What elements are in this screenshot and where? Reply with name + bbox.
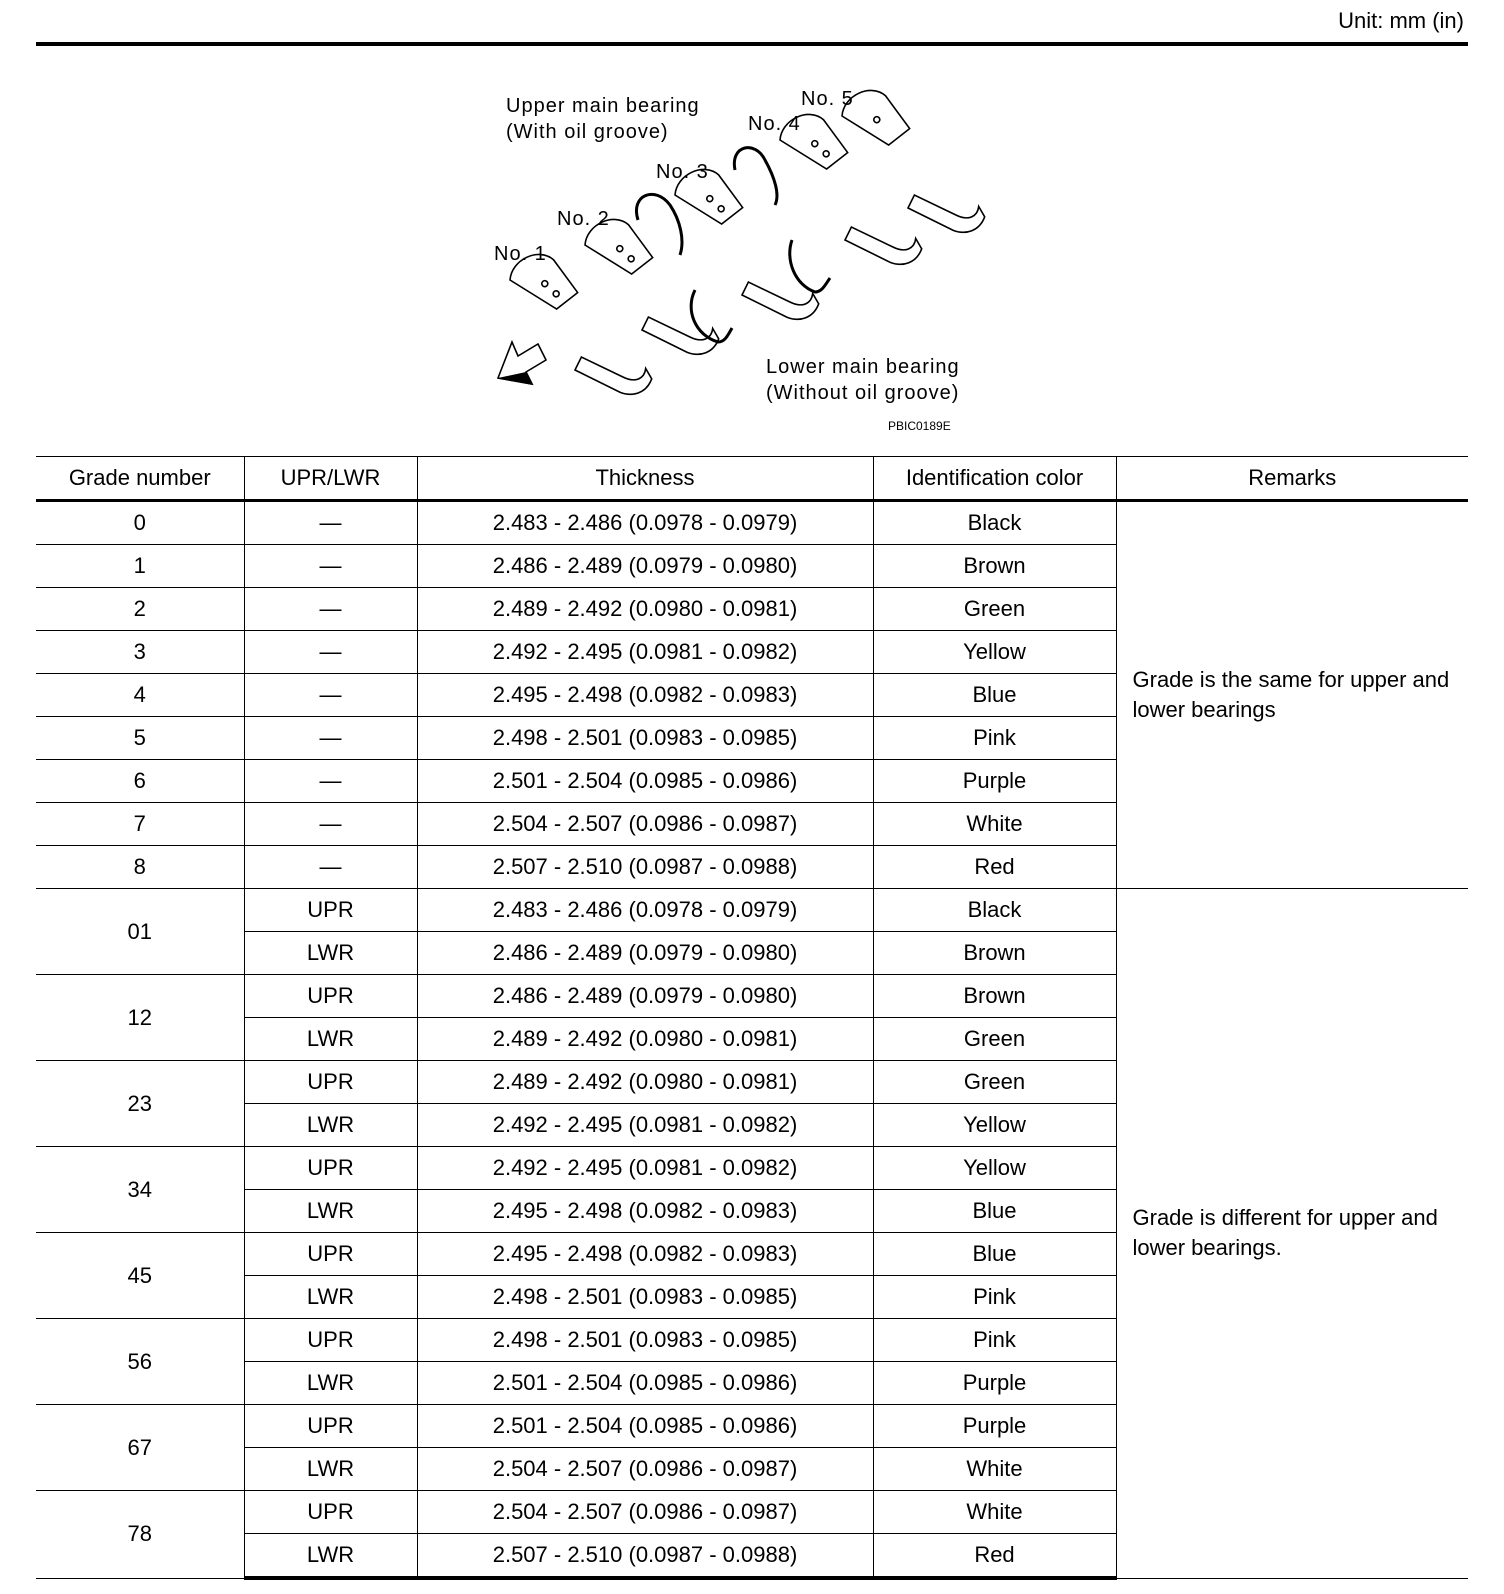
header-upr-lwr: UPR/LWR bbox=[244, 457, 417, 501]
color-cell: Yellow bbox=[873, 1147, 1116, 1190]
grade-cell: 45 bbox=[36, 1233, 244, 1319]
upr-lwr-cell: — bbox=[244, 631, 417, 674]
remarks-same-cell: Grade is the same for upper and lower bearings bbox=[1116, 501, 1468, 889]
color-cell: Green bbox=[873, 588, 1116, 631]
grade-cell: 78 bbox=[36, 1491, 244, 1579]
color-cell: Brown bbox=[873, 975, 1116, 1018]
thickness-cell: 2.486 - 2.489 (0.0979 - 0.0980) bbox=[417, 545, 873, 588]
color-cell: Pink bbox=[873, 717, 1116, 760]
color-cell: Green bbox=[873, 1061, 1116, 1104]
thickness-cell: 2.501 - 2.504 (0.0985 - 0.0986) bbox=[417, 1405, 873, 1448]
upr-lwr-cell: LWR bbox=[244, 1362, 417, 1405]
thickness-cell: 2.492 - 2.495 (0.0981 - 0.0982) bbox=[417, 631, 873, 674]
color-cell: Black bbox=[873, 889, 1116, 932]
thickness-cell: 2.486 - 2.489 (0.0979 - 0.0980) bbox=[417, 932, 873, 975]
upr-lwr-cell: UPR bbox=[244, 889, 417, 932]
header-identification-color: Identification color bbox=[873, 457, 1116, 501]
color-cell: Pink bbox=[873, 1276, 1116, 1319]
label-no1: No. 1 bbox=[494, 243, 547, 265]
thickness-cell: 2.498 - 2.501 (0.0983 - 0.0985) bbox=[417, 1276, 873, 1319]
grade-cell: 4 bbox=[36, 674, 244, 717]
front-arrow-icon bbox=[498, 342, 546, 384]
grade-cell: 67 bbox=[36, 1405, 244, 1491]
upr-lwr-cell: UPR bbox=[244, 1147, 417, 1190]
upr-lwr-cell: — bbox=[244, 501, 417, 545]
color-cell: Pink bbox=[873, 1319, 1116, 1362]
upr-lwr-cell: LWR bbox=[244, 1190, 417, 1233]
color-cell: Blue bbox=[873, 1233, 1116, 1276]
color-cell: Purple bbox=[873, 1362, 1116, 1405]
upr-lwr-cell: LWR bbox=[244, 1104, 417, 1147]
thickness-cell: 2.495 - 2.498 (0.0982 - 0.0983) bbox=[417, 1233, 873, 1276]
thickness-cell: 2.489 - 2.492 (0.0980 - 0.0981) bbox=[417, 588, 873, 631]
upr-lwr-cell: UPR bbox=[244, 975, 417, 1018]
lower-bearing-2 bbox=[638, 292, 722, 375]
color-cell: Purple bbox=[873, 1405, 1116, 1448]
upr-lwr-cell: — bbox=[244, 717, 417, 760]
color-cell: Brown bbox=[873, 932, 1116, 975]
upper-label-line1: Upper main bearing bbox=[506, 95, 700, 117]
lower-bearing-1 bbox=[571, 332, 655, 415]
color-cell: Red bbox=[873, 1534, 1116, 1579]
upr-lwr-cell: LWR bbox=[244, 1018, 417, 1061]
thickness-cell: 2.489 - 2.492 (0.0980 - 0.0981) bbox=[417, 1018, 873, 1061]
upr-lwr-cell: UPR bbox=[244, 1233, 417, 1276]
thickness-cell: 2.492 - 2.495 (0.0981 - 0.0982) bbox=[417, 1104, 873, 1147]
thickness-cell: 2.489 - 2.492 (0.0980 - 0.0981) bbox=[417, 1061, 873, 1104]
thickness-cell: 2.507 - 2.510 (0.0987 - 0.0988) bbox=[417, 846, 873, 889]
lower-label-line1: Lower main bearing bbox=[766, 356, 960, 378]
label-no3: No. 3 bbox=[656, 161, 709, 183]
label-no4: No. 4 bbox=[748, 113, 801, 135]
bearing-diagram bbox=[480, 80, 1000, 450]
grade-cell: 6 bbox=[36, 760, 244, 803]
thickness-cell: 2.498 - 2.501 (0.0983 - 0.0985) bbox=[417, 1319, 873, 1362]
upr-lwr-cell: — bbox=[244, 846, 417, 889]
grade-cell: 56 bbox=[36, 1319, 244, 1405]
thickness-cell: 2.483 - 2.486 (0.0978 - 0.0979) bbox=[417, 501, 873, 545]
thickness-cell: 2.498 - 2.501 (0.0983 - 0.0985) bbox=[417, 717, 873, 760]
lower-bearing-3 bbox=[738, 257, 822, 340]
color-cell: White bbox=[873, 1448, 1116, 1491]
unit-label: Unit: mm (in) bbox=[1338, 8, 1464, 33]
grade-cell: 0 bbox=[36, 501, 244, 545]
upr-lwr-cell: — bbox=[244, 545, 417, 588]
color-cell: Red bbox=[873, 846, 1116, 889]
bearing-grade-table bbox=[36, 456, 1468, 1580]
color-cell: Yellow bbox=[873, 631, 1116, 674]
lower-bearing-4 bbox=[841, 202, 925, 285]
upr-lwr-cell: LWR bbox=[244, 1276, 417, 1319]
table-header-row bbox=[36, 457, 1468, 501]
thickness-cell: 2.504 - 2.507 (0.0986 - 0.0987) bbox=[417, 1448, 873, 1491]
upr-lwr-cell: — bbox=[244, 588, 417, 631]
thickness-cell: 2.504 - 2.507 (0.0986 - 0.0987) bbox=[417, 1491, 873, 1534]
figure-code: PBIC0189E bbox=[888, 419, 951, 433]
header-grade-number: Grade number bbox=[36, 457, 244, 501]
grade-cell: 34 bbox=[36, 1147, 244, 1233]
thickness-cell: 2.501 - 2.504 (0.0985 - 0.0986) bbox=[417, 760, 873, 803]
color-cell: Black bbox=[873, 501, 1116, 545]
upr-lwr-cell: — bbox=[244, 760, 417, 803]
remarks-different-cell: Grade is different for upper and lower bearings. bbox=[1116, 889, 1468, 1579]
header-thickness: Thickness bbox=[417, 457, 873, 501]
header-remarks: Remarks bbox=[1116, 457, 1468, 501]
grade-cell: 8 bbox=[36, 846, 244, 889]
color-cell: Blue bbox=[873, 674, 1116, 717]
label-no5: No. 5 bbox=[801, 88, 854, 110]
color-cell: Purple bbox=[873, 760, 1116, 803]
color-cell: Brown bbox=[873, 545, 1116, 588]
upr-lwr-cell: UPR bbox=[244, 1491, 417, 1534]
grade-cell: 12 bbox=[36, 975, 244, 1061]
thickness-cell: 2.504 - 2.507 (0.0986 - 0.0987) bbox=[417, 803, 873, 846]
upr-lwr-cell: LWR bbox=[244, 1448, 417, 1491]
thickness-cell: 2.483 - 2.486 (0.0978 - 0.0979) bbox=[417, 889, 873, 932]
lower-thrust-washer-2 bbox=[790, 240, 830, 292]
lower-label-line2: (Without oil groove) bbox=[766, 382, 960, 404]
label-no2: No. 2 bbox=[557, 208, 610, 230]
upr-lwr-cell: UPR bbox=[244, 1405, 417, 1448]
grade-cell: 7 bbox=[36, 803, 244, 846]
upper-label-line2: (With oil groove) bbox=[506, 121, 669, 143]
color-cell: Green bbox=[873, 1018, 1116, 1061]
upper-thrust-washer-2 bbox=[734, 148, 777, 205]
color-cell: Yellow bbox=[873, 1104, 1116, 1147]
thickness-cell: 2.501 - 2.504 (0.0985 - 0.0986) bbox=[417, 1362, 873, 1405]
grade-cell: 1 bbox=[36, 545, 244, 588]
top-rule bbox=[36, 42, 1468, 46]
thickness-cell: 2.495 - 2.498 (0.0982 - 0.0983) bbox=[417, 674, 873, 717]
table-row bbox=[36, 501, 1468, 545]
upr-lwr-cell: — bbox=[244, 674, 417, 717]
upr-lwr-cell: — bbox=[244, 803, 417, 846]
thickness-cell: 2.507 - 2.510 (0.0987 - 0.0988) bbox=[417, 1534, 873, 1579]
thickness-cell: 2.495 - 2.498 (0.0982 - 0.0983) bbox=[417, 1190, 873, 1233]
color-cell: Blue bbox=[873, 1190, 1116, 1233]
upr-lwr-cell: LWR bbox=[244, 1534, 417, 1579]
grade-cell: 01 bbox=[36, 889, 244, 975]
grade-cell: 5 bbox=[36, 717, 244, 760]
upr-lwr-cell: UPR bbox=[244, 1061, 417, 1104]
bearing-diagram-svg bbox=[480, 80, 1000, 450]
thickness-cell: 2.486 - 2.489 (0.0979 - 0.0980) bbox=[417, 975, 873, 1018]
grade-cell: 2 bbox=[36, 588, 244, 631]
color-cell: White bbox=[873, 803, 1116, 846]
grade-cell: 3 bbox=[36, 631, 244, 674]
table-row bbox=[36, 889, 1468, 932]
grade-cell: 23 bbox=[36, 1061, 244, 1147]
color-cell: White bbox=[873, 1491, 1116, 1534]
thickness-cell: 2.492 - 2.495 (0.0981 - 0.0982) bbox=[417, 1147, 873, 1190]
upr-lwr-cell: LWR bbox=[244, 932, 417, 975]
upr-lwr-cell: UPR bbox=[244, 1319, 417, 1362]
